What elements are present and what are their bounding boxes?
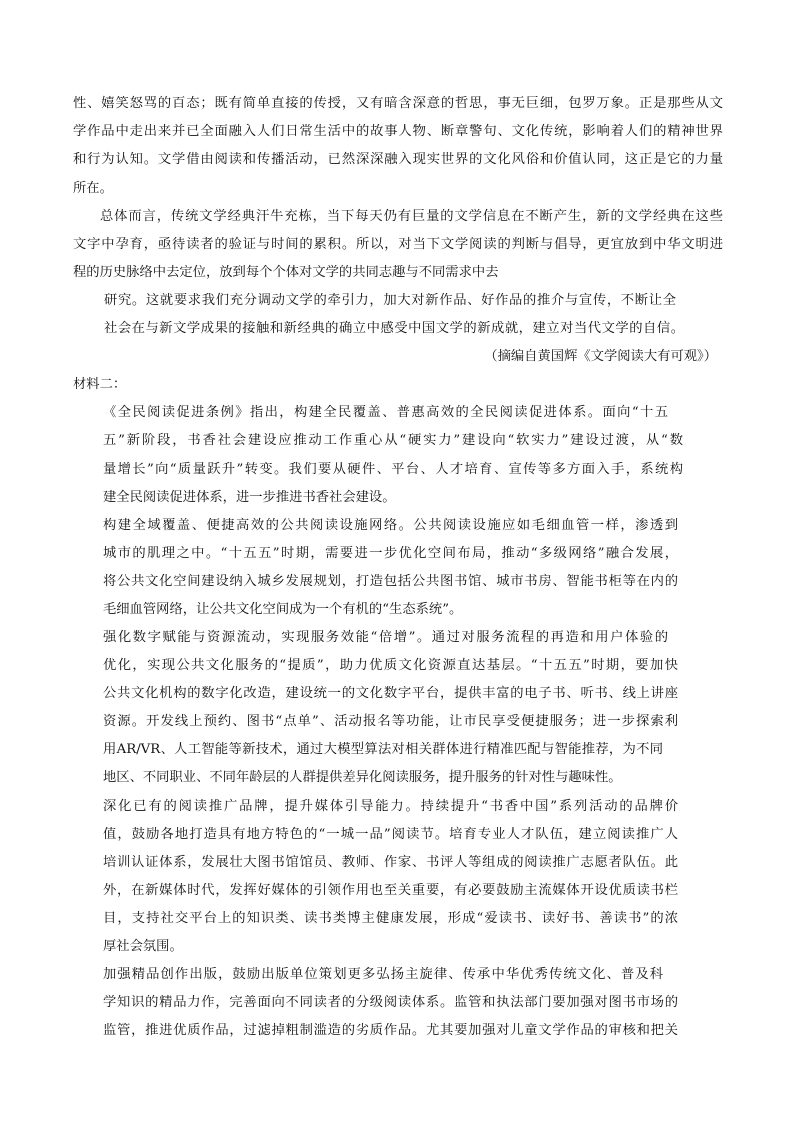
material1-line: 性、嬉笑怒骂的百态；既有简单直接的传授，又有暗含深意的哲思，事无巨细，包罗万象。正是那些从文 — [73, 96, 723, 111]
material2-line: 建全民阅读促进体系，进一步推进书香社会建设。 — [103, 490, 396, 505]
material1-line: 学作品中走出来并已全面融入人们日常生活中的故事人物、断章警句、文化传统，影响着人们的精神世界 — [73, 124, 723, 139]
material2-line: 监管，推进优质作品，过滤掉粗制滥造的劣质作品。尤其要加强对儿童文学作品的审核和把关 — [103, 1023, 678, 1038]
material2-line: 城市的肌理之中。“十五五”时期，需要进一步优化空间布局，推动“多级网络”融合发展， — [103, 546, 678, 561]
material2-line: 学知识的精品力作，完善面向不同读者的分级阅读体系。监管和执法部门要加强对图书市场的 — [103, 995, 678, 1010]
material2-line: 量增长”向“质量跃升”转变。我们要从硬件、平台、人才培育、宣传等多方面入手，系统构 — [103, 462, 683, 477]
material2-line: 地区、不同职业、不同年龄层的人群提供差异化阅读服务，提升服务的针对性与趣味性。 — [103, 770, 622, 785]
material2-line: 厚社会氛围。 — [103, 939, 183, 954]
material2-line: 培训认证体系，发展壮大图书馆馆员、教师、作家、书评人等组成的阅读推广志愿者队伍。此 — [103, 855, 678, 870]
material2-line: 用AR/VR、人工智能等新技术，通过大模型算法对相关群体进行精准匹配与智能推荐，为不同 — [103, 742, 663, 757]
material2-line: 构建全域覆盖、便捷高效的公共阅读设施网络。公共阅读设施应如毛细血管一样，渗透到 — [103, 518, 678, 533]
material1-line: 所在。 — [73, 181, 113, 196]
material2-line: 五”新阶段，书香社会建设应推动工作重心从“硬实力”建设向“软实力”建设过渡，从“数 — [103, 433, 683, 448]
material1-line: 和行为认知。文学借由阅读和传播活动，已然深深融入现实世界的文化风俗和价值认同，这正是它的力量 — [73, 152, 723, 167]
material1-line: 总体而言，传统文学经典汗牛充栋，当下每天仍有巨量的文学信息在不断产生，新的文学经典在这些 — [100, 209, 723, 224]
material1-line: 文字中孕育，亟待读者的验证与时间的累积。所以，对当下文学阅读的判断与倡导，更宜放到中华文明进 — [73, 237, 723, 252]
material2-line: 值，鼓励各地打造具有地方特色的“一城一品”阅读节。培育专业人才队伍，建立阅读推广人 — [103, 827, 678, 842]
material2-line: 深化已有的阅读推广品牌，提升媒体引导能力。持续提升“书香中国”系列活动的品牌价 — [103, 799, 678, 814]
material1-line: 程的历史脉络中去定位，放到每个个体对文学的共同志趣与不同需求中去 — [73, 265, 499, 280]
material2-line: 毛细血管网络，让公共文化空间成为一个有机的“生态系统”。 — [103, 602, 463, 617]
material2-line: 资源。开发线上预约、图书“点单”、活动报名等功能，让市民享受便捷服务；进一步探索利 — [103, 714, 678, 729]
material1-source: （摘编自黄国辉《文学阅读大有可观》） — [484, 349, 717, 364]
material2-line: 外，在新媒体时代，发挥好媒体的引领作用也至关重要，有必要鼓励主流媒体开设优质读书栏 — [103, 883, 678, 898]
material2-line: 将公共文化空间建设纳入城乡发展规划，打造包括公共图书馆、城市书房、智能书柜等在内的 — [103, 574, 678, 589]
material2-line: 《全民阅读促进条例》指出，构建全民覆盖、普惠高效的全民阅读促进体系。面向“十五 — [103, 405, 668, 420]
material2-heading: 材料二： — [73, 377, 127, 392]
material2-line: 加强精品创作出版，鼓励出版单位策划更多弘扬主旋律、传承中华优秀传统文化、普及科 — [103, 967, 663, 982]
material2-line: 目，支持社交平台上的知识类、读书类博主健康发展，形成“爱读书、读好书、善读书”的浓 — [103, 911, 678, 926]
material2-line: 公共文化机构的数字化改造，建设统一的文化数字平台，提供丰富的电子书、听书、线上讲座 — [103, 686, 678, 701]
material1-line: 研究。这就要求我们充分调动文学的牵引力，加大对新作品、好作品的推介与宣传，不断让全 — [104, 293, 676, 308]
material2-line: 优化，实现公共文化服务的“提质”，助力优质文化资源直达基层。“十五五”时期，要加快 — [103, 658, 678, 673]
material1-line: 社会在与新文学成果的接触和新经典的确立中感受中国文学的新成就，建立对当代文学的自信。 — [104, 321, 684, 336]
material2-line: 强化数字赋能与资源流动，实现服务效能“倍增”。通过对服务流程的再造和用户体验的 — [103, 630, 668, 645]
